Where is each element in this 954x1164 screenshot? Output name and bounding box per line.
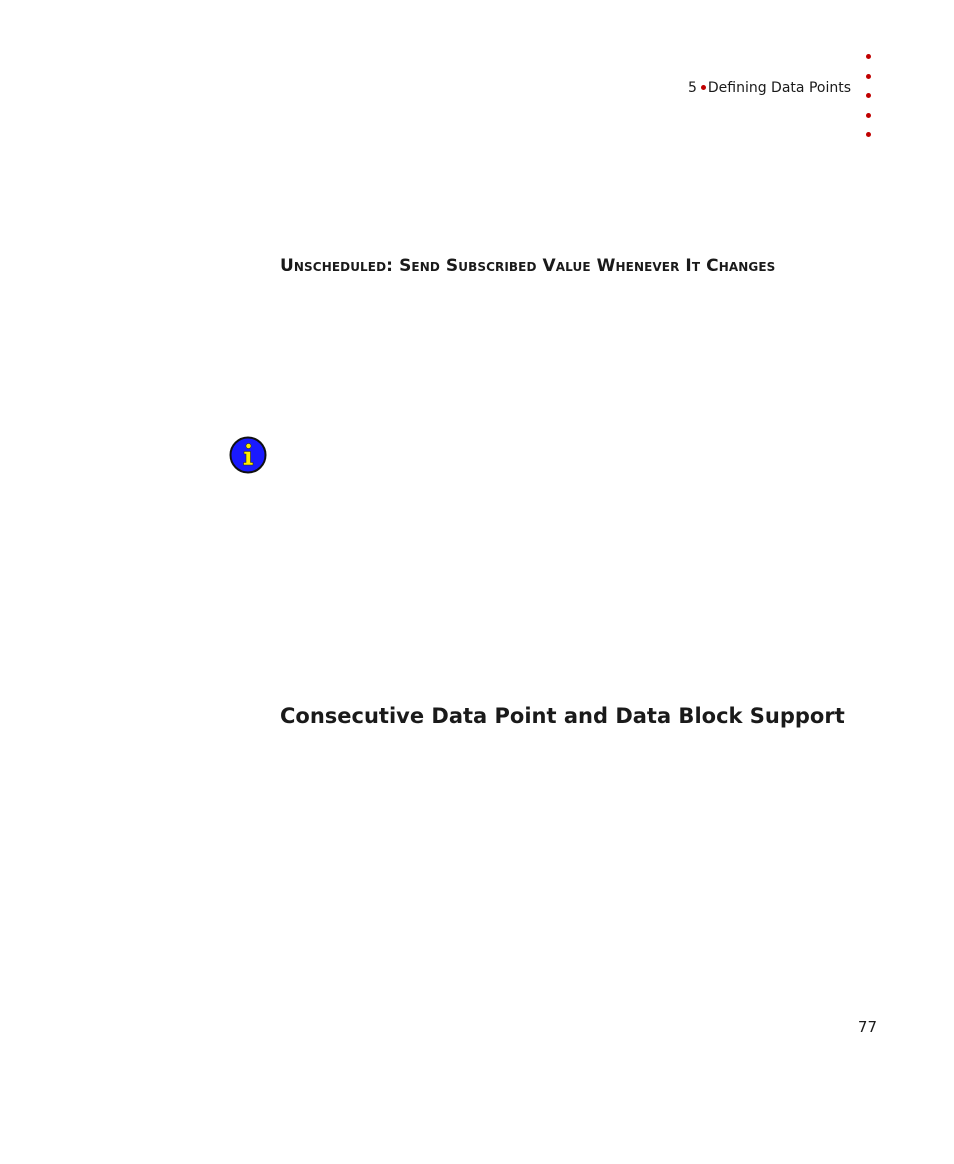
- section-title: Consecutive Data Point and Data Block Support: [280, 704, 845, 728]
- dot-icon: [866, 74, 871, 79]
- dot-icon: [866, 113, 871, 118]
- chapter-title: Defining Data Points: [707, 80, 851, 96]
- info-icon-graphic: [229, 436, 267, 474]
- chapter-number: 5: [687, 80, 697, 96]
- dot-icon: [866, 93, 871, 98]
- decorative-dot-column: [866, 54, 872, 152]
- page-number: 77: [857, 1018, 877, 1036]
- info-icon: [229, 436, 267, 474]
- dot-icon: [866, 54, 871, 59]
- section-heading: Unscheduled: Send Subscribed Value Whenever It Changes: [280, 256, 776, 276]
- running-header: [688, 79, 851, 97]
- separator-dot-icon: [701, 85, 706, 90]
- dot-icon: [866, 132, 871, 137]
